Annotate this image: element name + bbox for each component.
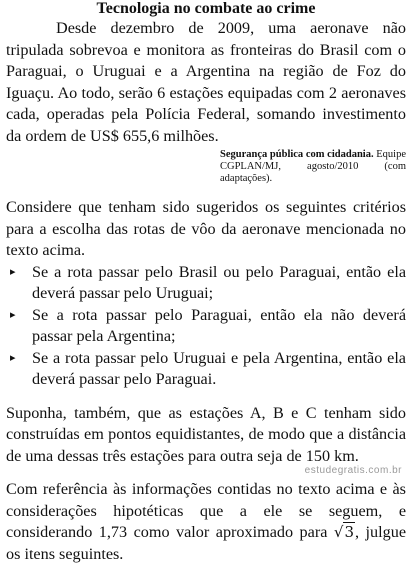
criteria-list	[6, 262, 406, 391]
bullet-arrow-icon: ▸	[10, 265, 16, 278]
square-root-expression	[334, 522, 355, 541]
document-title: Tecnologia no combate ao crime	[96, 0, 316, 17]
closing-text-before: Com referência às informações contidas no texto acima e às considerações hipotéticas que a ele se seguem, e considerando 1,73 como valor aproximado para	[6, 480, 406, 541]
document-page	[6, 0, 406, 565]
source-citation	[220, 149, 406, 185]
site-watermark: estudegratis.com.br	[304, 465, 402, 476]
intro-paragraph: Desde dezembro de 2009, uma aeronave não tripulada sobrevoa e monitora as fronteiras do Brasil com o Paraguai, o Uruguai e a Argentina na região de Foz do Iguaçu. Ao todo, serão 6 estações equipadas com 2 aeronaves cada, operadas pela Polícia Federal, somando investimento da ordem de US$ 655,6 milhões.	[6, 19, 406, 145]
criteria-text: Se a rota passar pelo Paraguai, então ela não deverá passar pela Argentina;	[32, 305, 406, 345]
closing-text-after: , julgue os itens seguintes.	[6, 523, 407, 563]
criteria-text: Se a rota passar pelo Brasil ou pelo Paraguai, então ela deverá passar pelo Uruguai;	[32, 262, 406, 302]
criteria-item	[6, 262, 406, 305]
bullet-arrow-icon: ▸	[10, 308, 16, 321]
criteria-intro: Considere que tenham sido sugeridos os seguintes critérios para a escolha das rotas de vôo da aeronave mencionada no texto acima.	[6, 198, 406, 259]
criteria-item	[6, 348, 406, 391]
bullet-arrow-icon: ▸	[10, 351, 16, 364]
criteria-text: Se a rota passar pelo Uruguai e pela Argentina, então ela deverá passar pelo Paraguai.	[32, 348, 406, 388]
stations-paragraph: Suponha, também, que as estações A, B e C tenham sido construídas em pontos equidistantes, de modo que a distância de uma dessas três estações para outra seja de 150 km.	[6, 403, 406, 465]
source-details: Equipe CGPLAN/MJ, agosto/2010 (com adaptações).	[220, 149, 406, 184]
spacer	[6, 391, 406, 403]
source-title: Segurança pública com cidadania.	[220, 149, 374, 160]
criteria-item	[6, 305, 406, 348]
spacer	[6, 185, 406, 197]
sqrt-radicand: 3	[344, 523, 355, 541]
sqrt-symbol: √	[333, 523, 344, 541]
closing-paragraph	[6, 479, 406, 565]
